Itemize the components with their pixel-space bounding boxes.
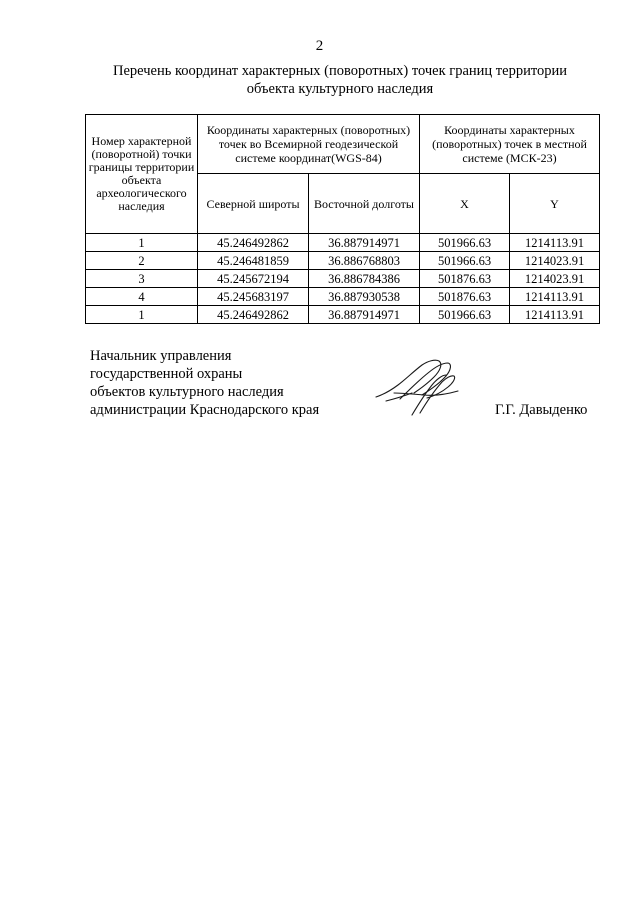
cell-latitude: 45.246492862 [198, 306, 309, 324]
table-row [86, 234, 600, 252]
header-latitude: Северной широты [198, 174, 309, 234]
cell-y: 1214113.91 [510, 234, 600, 252]
cell-point: 1 [86, 306, 198, 324]
cell-y: 1214023.91 [510, 252, 600, 270]
header-msk23-group: Координаты характерных (поворотных) точек в местной системе (МСК-23) [420, 115, 600, 174]
cell-longitude: 36.887914971 [309, 234, 420, 252]
cell-point: 3 [86, 270, 198, 288]
cell-y: 1214023.91 [510, 270, 600, 288]
signer-position-line: Начальник управления [90, 348, 232, 364]
cell-x: 501876.63 [420, 270, 510, 288]
table-row [86, 306, 600, 324]
signer-position-line: объектов культурного наследия [90, 384, 284, 400]
cell-latitude: 45.245672194 [198, 270, 309, 288]
table-row [86, 288, 600, 306]
cell-y: 1214113.91 [510, 288, 600, 306]
header-point-number: Номер характерной (поворотной) точки границы территории объекта археологического наследия [86, 115, 198, 234]
header-longitude: Восточной долготы [309, 174, 420, 234]
table-row [86, 252, 600, 270]
cell-point: 1 [86, 234, 198, 252]
cell-latitude: 45.245683197 [198, 288, 309, 306]
cell-y: 1214113.91 [510, 306, 600, 324]
document-title-line-2: объекта культурного наследия [246, 81, 434, 97]
header-wgs84-group: Координаты характерных (поворотных) точек во Всемирной геодезической системе координат(WGS-84) [198, 115, 420, 174]
cell-x: 501876.63 [420, 288, 510, 306]
header-y: Y [510, 174, 600, 234]
cell-latitude: 45.246492862 [198, 234, 309, 252]
cell-x: 501966.63 [420, 234, 510, 252]
signer-position [90, 347, 319, 419]
signer-position-line: государственной охраны [90, 366, 243, 382]
cell-point: 2 [86, 252, 198, 270]
cell-x: 501966.63 [420, 306, 510, 324]
cell-longitude: 36.887914971 [309, 306, 420, 324]
document-title-line-1: Перечень координат характерных (поворотных) точек границ территории [112, 63, 568, 79]
cell-longitude: 36.887930538 [309, 288, 420, 306]
cell-x: 501966.63 [420, 252, 510, 270]
cell-longitude: 36.886768803 [309, 252, 420, 270]
header-x: X [420, 174, 510, 234]
signer-name: Г.Г. Давыденко [495, 402, 588, 418]
cell-longitude: 36.886784386 [309, 270, 420, 288]
signer-position-line: администрации Краснодарского края [90, 402, 320, 418]
cell-latitude: 45.246481859 [198, 252, 309, 270]
coordinates-table [85, 114, 600, 324]
page-number: 2 [315, 38, 324, 54]
document-title [90, 62, 590, 98]
table-header-row-1 [86, 115, 600, 174]
handwritten-signature-icon [372, 355, 472, 420]
table-row [86, 270, 600, 288]
cell-point: 4 [86, 288, 198, 306]
